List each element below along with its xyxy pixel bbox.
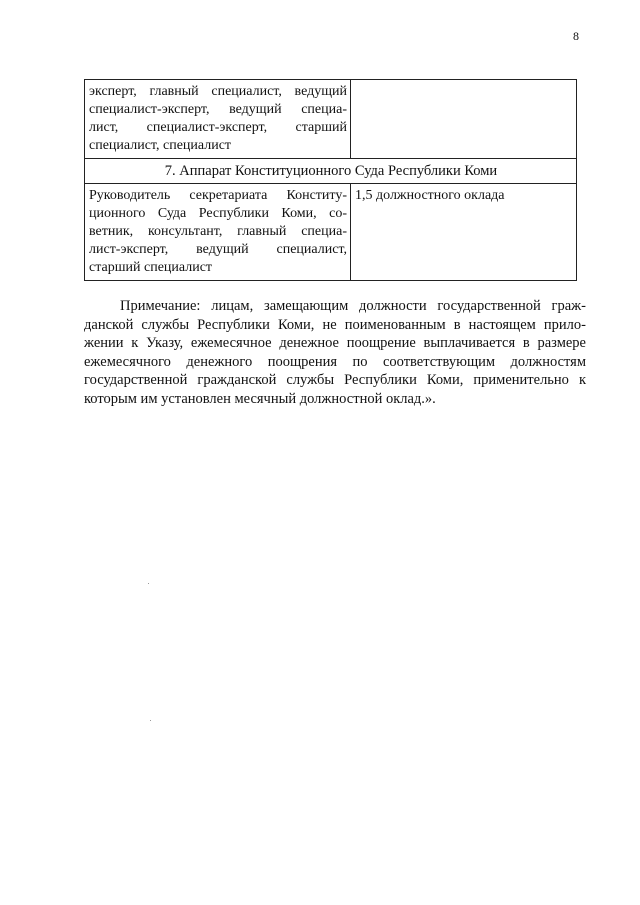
note-line: данской службы Республики Коми, не поименованным в настоящем прило- xyxy=(84,316,586,333)
note-line: жении к Указу, ежемесячное денежное поощрение выплачивается в размере xyxy=(84,335,586,351)
cell-text-line: специалист, специалист xyxy=(89,138,232,153)
cell-text-line: лист-эксперт, ведущий специалист, xyxy=(89,242,347,257)
cell-text-line: старший специалист xyxy=(89,260,213,275)
note-line: Примечание: лицам, замещающим должности государственной граж- xyxy=(120,298,586,314)
note-line: которым им установлен месячный должностной оклад.». xyxy=(84,390,436,407)
positions-cell xyxy=(85,184,351,281)
cell-text-line: лист, специалист-эксперт, старший xyxy=(89,120,347,135)
amount-cell: 1,5 должностного оклада xyxy=(351,184,577,281)
note-paragraph xyxy=(84,297,586,408)
table-row xyxy=(85,184,577,281)
cell-text-line: специалист-эксперт, ведущий специа- xyxy=(89,102,347,117)
positions-table xyxy=(84,79,577,281)
scan-speck xyxy=(148,583,149,584)
section-row xyxy=(85,159,577,184)
note-line: государственной гражданской службы Республики Коми, применительно к xyxy=(84,372,586,388)
note-line: ежемесячного денежного поощрения по соответствующим должностям xyxy=(84,353,586,370)
cell-text-line: ветник, консультант, главный специа- xyxy=(89,224,347,239)
section-title: 7. Аппарат Конституционного Суда Республики Коми xyxy=(85,159,577,184)
cell-text-line: Руководитель секретариата Конститу- xyxy=(89,188,347,203)
amount-cell xyxy=(351,80,577,159)
page-number: 8 xyxy=(573,29,579,43)
scan-speck xyxy=(150,720,151,721)
cell-text-line: ционного Суда Республики Коми, со- xyxy=(89,206,347,221)
cell-text-line: эксперт, главный специалист, ведущий xyxy=(89,84,347,99)
positions-cell xyxy=(85,80,351,159)
table-row xyxy=(85,80,577,159)
